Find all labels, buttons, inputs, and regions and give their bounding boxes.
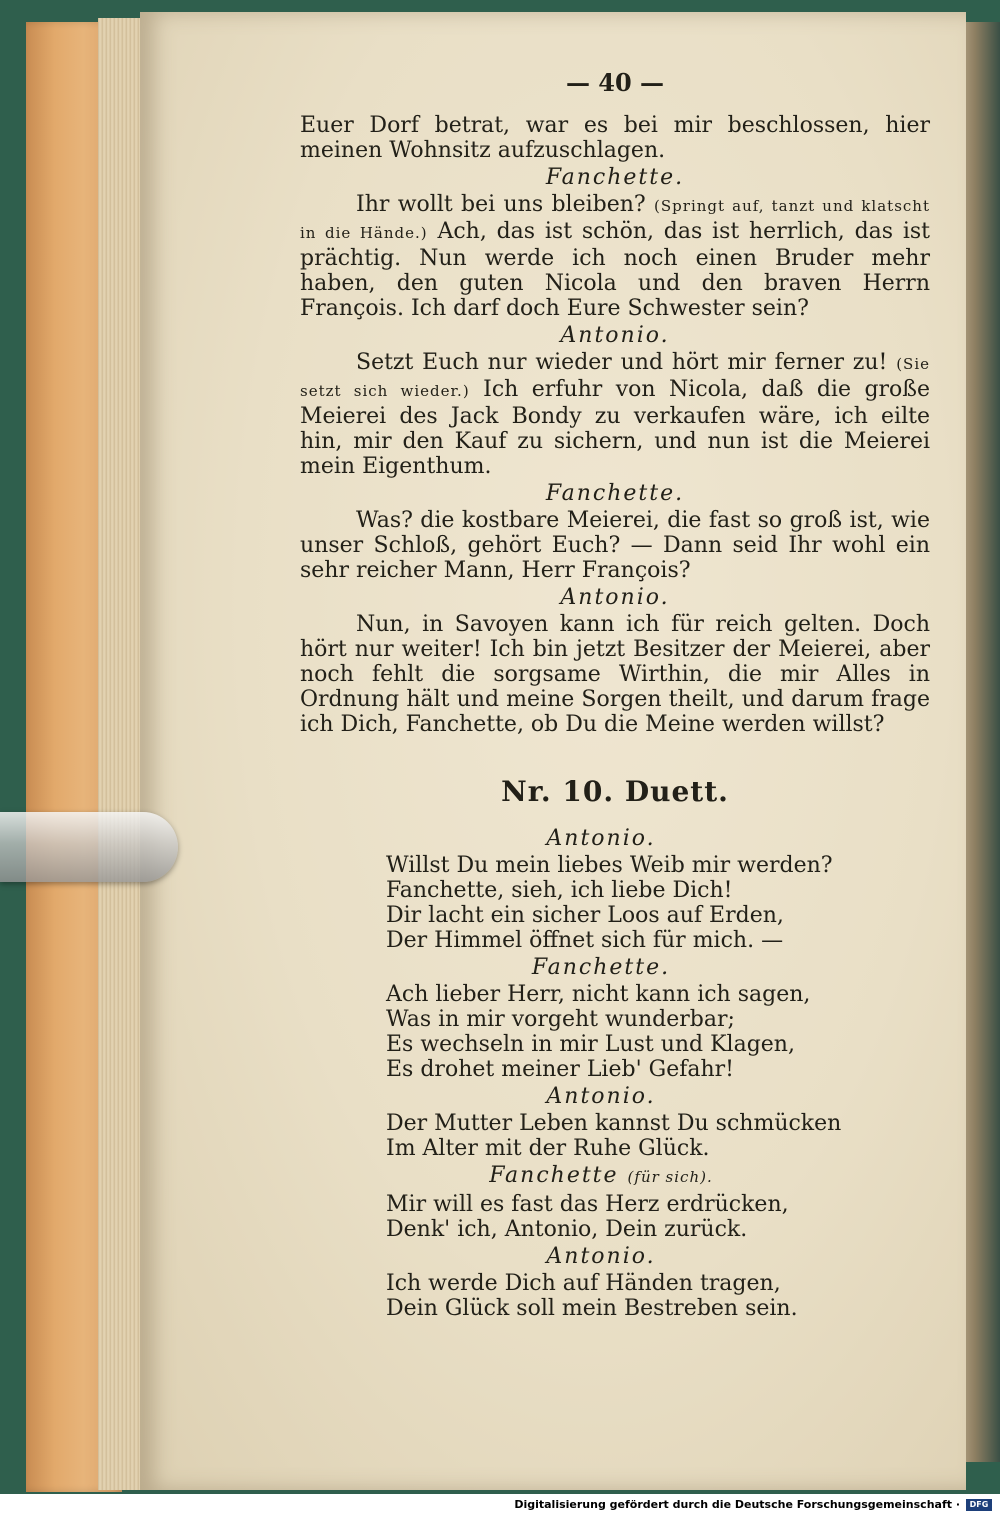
speaker-label: Antonio.: [546, 1084, 656, 1109]
footer-bar: [0, 1494, 1000, 1516]
dialogue-text: Ach, das ist schön, das ist herrlich, das ist prächtig. Nun werde ich noch einen Bruder mehr haben, den guten Nicola und den braven Herrn François. Ich darf doch Eure Schwester sein?: [300, 219, 931, 321]
dialogue-text: Ihr wollt bei uns bleiben?: [356, 192, 646, 217]
verse-line: Ich werde Dich auf Händen tragen,: [386, 1271, 781, 1296]
speaker-name: [346, 955, 856, 980]
speaker-name: [346, 1244, 856, 1269]
dfg-logo: DFG: [966, 1499, 992, 1511]
verse-line: Im Alter mit der Ruhe Glück.: [386, 1136, 710, 1161]
speaker-name: Fanchette.: [545, 481, 685, 506]
stage-direction: (Springt auf, tanzt und klatscht in die Hände.): [300, 197, 930, 242]
opening-paragraph: Euer Dorf betrat, war es bei mir beschlossen, hier meinen Wohnsitz aufzuschlagen.: [300, 113, 930, 163]
speaker-label: Antonio.: [546, 826, 656, 851]
speaker-name: Antonio.: [560, 323, 670, 348]
dialogue-paragraph: Was? die kostbare Meierei, die fast so groß ist, wie unser Schloß, gehört Euch? — Dann seid Ihr wohl ein sehr reicher Mann, Herr François?: [300, 508, 930, 583]
verse-line: Fanchette, sieh, ich liebe Dich!: [386, 878, 733, 903]
verse-line: Es wechseln in mir Lust und Klagen,: [386, 1032, 795, 1057]
duet-verses: [386, 826, 856, 1321]
verse-line: Was in mir vorgeht wunderbar;: [386, 1007, 735, 1032]
speaker-name: [346, 826, 856, 851]
speaker-label: Antonio.: [546, 1244, 656, 1269]
speaker-name: [346, 1084, 856, 1109]
page-number: — 40 —: [565, 68, 665, 97]
speaker-name: Antonio.: [560, 585, 670, 610]
page-marker-tab: [0, 812, 178, 882]
speaker-name: Fanchette.: [545, 165, 685, 190]
dialogue-paragraph: Nun, in Savoyen kann ich für reich gelten. Doch hört nur weiter! Ich bin jetzt Besitzer der Meierei, aber noch fehlt die sorgsame Wirthin, die mir Alles in Ordnung hält und meine Sorgen theilt, und darum frage ich Dich, Fanchette, ob Du die Meine werden willst?: [300, 612, 930, 737]
funding-notice: Digitalisierung gefördert durch die Deutsche Forschungsgemeinschaft ·: [514, 1498, 960, 1511]
verse-line: Der Mutter Leben kannst Du schmücken: [386, 1111, 842, 1136]
page-text: [300, 70, 930, 1321]
verse-line: Es drohet meiner Lieb' Gefahr!: [386, 1057, 734, 1082]
dialogue-text: Setzt Euch nur wieder und hört mir ferner zu!: [356, 350, 888, 375]
section-heading: Nr. 10. Duett.: [501, 775, 729, 808]
stage-direction: (Sie setzt sich wieder.): [300, 355, 930, 400]
verse-line: Dir lacht ein sicher Loos auf Erden,: [386, 903, 784, 928]
speaker-name: [346, 1163, 856, 1190]
speaker-label: Fanchette: [489, 1163, 619, 1188]
verse-line: Dein Glück soll mein Bestreben sein.: [386, 1296, 798, 1321]
verse-line: Der Himmel öffnet sich für mich. —: [386, 928, 784, 953]
dialogue-paragraph: [300, 192, 930, 321]
verse-line: Willst Du mein liebes Weib mir werden?: [386, 853, 833, 878]
speaker-label: Fanchette.: [531, 955, 671, 980]
verse-line: Ach lieber Herr, nicht kann ich sagen,: [386, 982, 811, 1007]
stage-direction: (für sich).: [627, 1168, 713, 1186]
dialogue-text: Ich erfuhr von Nicola, daß die große Meierei des Jack Bondy zu verkaufen wäre, ich eilte hin, mir den Kauf zu sichern, und nun ist die Meierei mein Eigenthum.: [300, 377, 930, 479]
verse-line: Mir will es fast das Herz erdrücken,: [386, 1192, 789, 1217]
dialogue-paragraph: [300, 350, 930, 479]
verse-line: Denk' ich, Antonio, Dein zurück.: [386, 1217, 748, 1242]
